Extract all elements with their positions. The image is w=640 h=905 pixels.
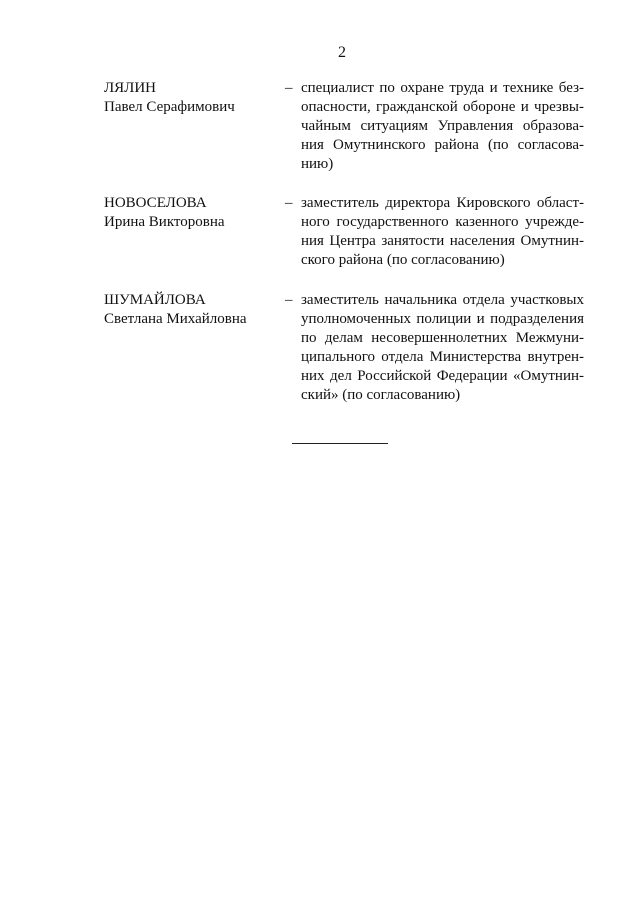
- member-role: [301, 79, 584, 174]
- role-line: нию): [301, 156, 334, 172]
- role-line: опасности, гражданской обороне и чрезвы-: [301, 99, 584, 115]
- page-number: 2: [338, 44, 346, 61]
- role-line: ния Центра занятости населения Омутнин-: [301, 233, 584, 249]
- member-name: [104, 291, 274, 329]
- member-name: [104, 194, 274, 232]
- role-line: ского района (по согласованию): [301, 252, 505, 268]
- end-divider: [292, 443, 388, 444]
- role-line: ного государственного казенного учрежде-: [301, 214, 584, 230]
- role-line: ния Омутнинского района (по согласова-: [301, 137, 584, 153]
- member-given-names: Ирина Викторовна: [104, 214, 225, 230]
- role-line: заместитель начальника отдела участковых: [301, 292, 584, 308]
- role-line: ский» (по согласованию): [301, 387, 461, 403]
- role-line: них дел Российской Федерации «Омутнин-: [301, 368, 584, 384]
- member-role: [301, 194, 584, 270]
- member-surname: ШУМАЙЛОВА: [104, 292, 206, 308]
- member-role: [301, 291, 584, 405]
- separator-dash: –: [285, 80, 293, 96]
- role-line: ципального отдела Министерства внутрен-: [301, 349, 584, 365]
- member-name: [104, 79, 274, 117]
- member-given-names: Павел Серафимович: [104, 99, 235, 115]
- role-line: специалист по охране труда и технике без-: [301, 80, 584, 96]
- member-given-names: Светлана Михайловна: [104, 311, 247, 327]
- role-line: чайным ситуациям Управления образова-: [301, 118, 584, 134]
- role-line: заместитель директора Кировского област-: [301, 195, 584, 211]
- role-line: по делам несовершеннолетних Межмуни-: [301, 330, 584, 346]
- member-surname: НОВОСЕЛОВА: [104, 195, 207, 211]
- member-surname: ЛЯЛИН: [104, 80, 157, 96]
- role-line: уполномоченных полиции и подразделения: [301, 311, 584, 327]
- separator-dash: –: [285, 195, 293, 211]
- separator-dash: –: [285, 292, 293, 308]
